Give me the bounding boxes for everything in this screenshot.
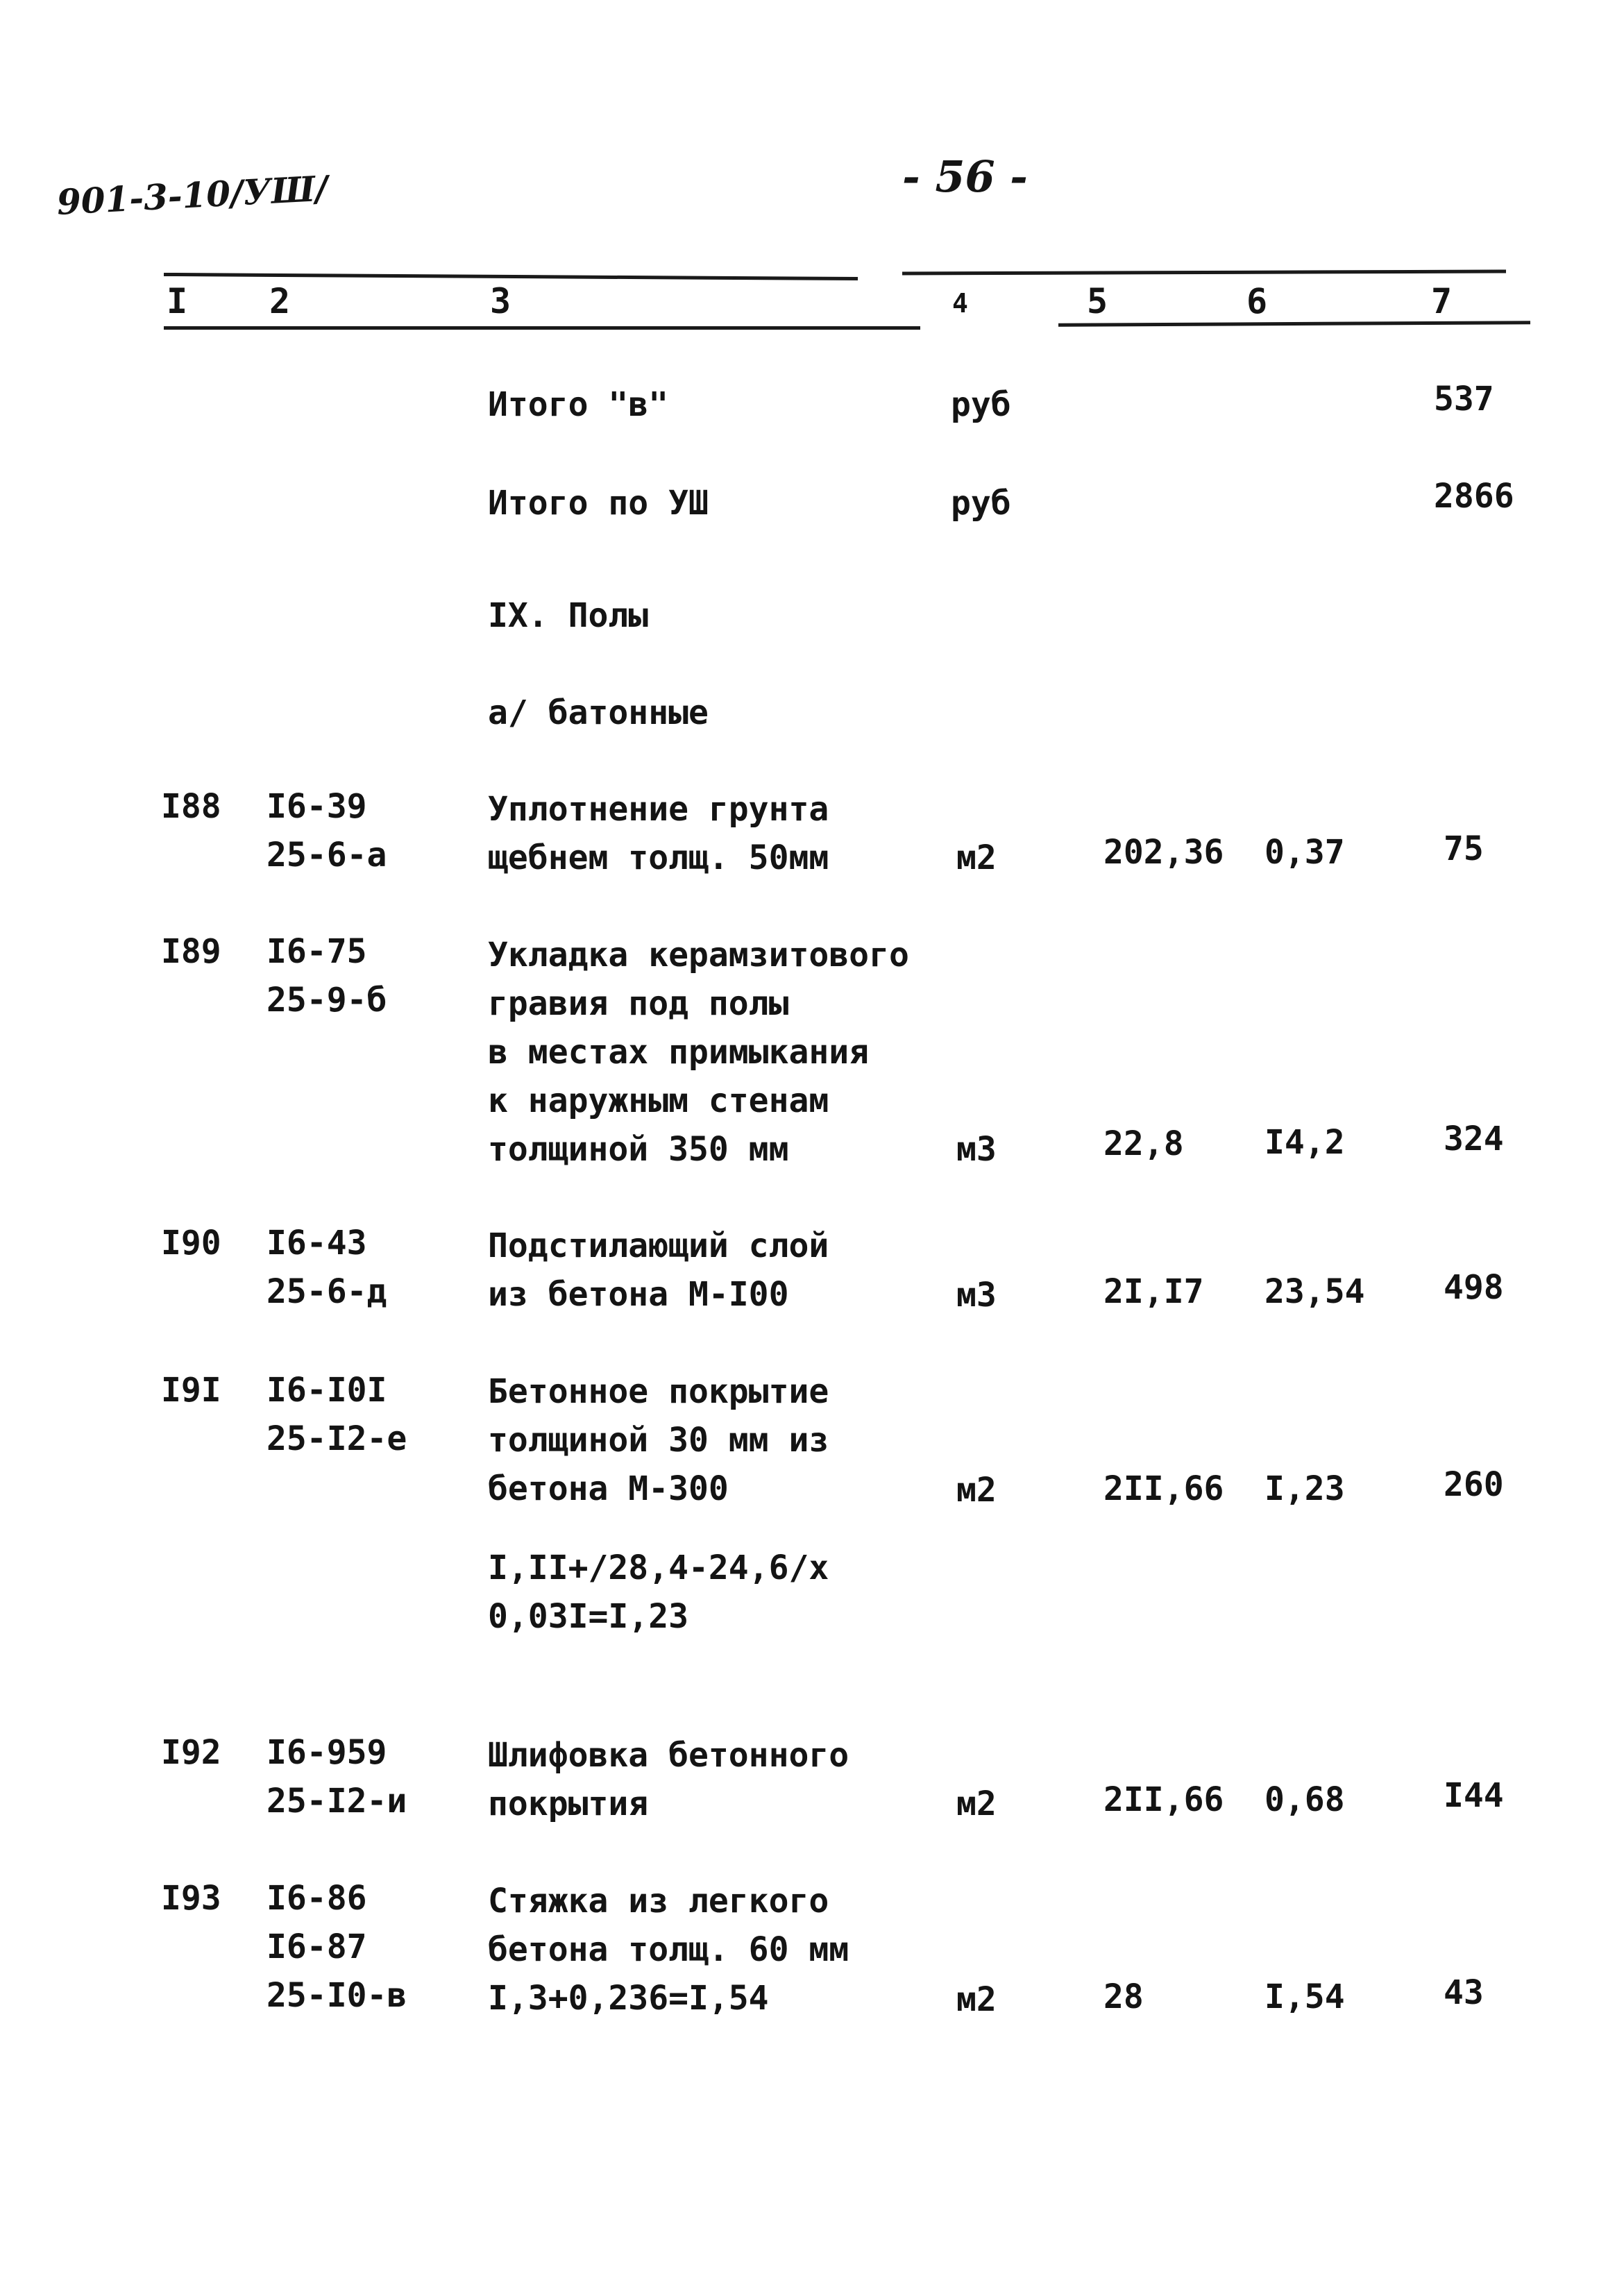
row-code: 25-6-а [267,836,387,875]
row-code: I6-959 [267,1733,387,1772]
row-code: 25-9-б [267,981,387,1020]
row-unit-price: 0,68 [1264,1780,1345,1819]
summary-total-section: 2866 [1434,477,1514,516]
description-line: Укладка керамзитового [488,936,909,974]
row-codes [267,1366,407,1463]
description-line: в местах примыкания [488,1033,870,1072]
row-total: I44 [1444,1776,1504,1815]
summary-label-v: Итого "в" [488,385,669,424]
row-number: I93 [161,1879,221,1918]
description-line: щебнем толщ. 50мм [488,838,829,877]
row-unit-price: I,23 [1264,1469,1345,1508]
row-description [488,1877,849,2023]
row-codes [267,927,387,1024]
description-line: к наружным стенам [488,1081,829,1120]
row-unit: м2 [956,1471,997,1510]
description-line: Бетонное покрытие [488,1372,829,1411]
description-line: толщиной 30 мм из [488,1421,829,1460]
calculation-line: 0,03I=I,23 [488,1597,688,1636]
table-header-rule-right [1058,321,1530,327]
column-header-7: 7 [1431,281,1453,321]
row-code: I6-43 [267,1224,367,1263]
section-title: IX. Полы [488,596,649,635]
document-code: 901-3-10/УШ/ [56,167,329,223]
row-total: 75 [1444,829,1484,868]
row-code: 25-I2-и [267,1782,407,1821]
row-code: 25-I2-е [267,1419,407,1458]
row-description [488,1222,829,1319]
summary-unit-v: руб [951,385,1011,424]
description-line: I,3+0,236=I,54 [488,1979,769,2018]
row-unit: м2 [956,1980,997,2019]
table-header-rule-left [164,326,920,330]
row-unit-price: I,54 [1264,1977,1345,2016]
row-unit: м3 [956,1276,997,1315]
description-line: из бетона М-I00 [488,1275,789,1314]
column-header-5: 5 [1087,281,1108,321]
calculation-line: I,II+/28,4-24,6/x [488,1548,829,1587]
row-unit: м2 [956,1784,997,1823]
row-quantity: 28 [1103,1977,1144,2016]
page-number: - 56 - [902,151,1028,202]
row-codes [267,782,387,879]
table-top-rule-left [164,273,858,280]
row-codes [267,1874,407,2020]
row-total: 43 [1444,1973,1484,2012]
column-header-4: 4 [952,288,968,319]
column-header-2: 2 [269,281,291,321]
row-code: I6-I0I [267,1371,387,1410]
row-quantity: 2I,I7 [1103,1272,1204,1311]
description-line: Подстилающий слой [488,1226,829,1265]
description-line: Стяжка из легкого [488,1882,829,1921]
row-code: I6-86 [267,1879,367,1918]
row-total: 498 [1444,1268,1504,1307]
row-unit: м3 [956,1130,997,1169]
row-unit-price: 0,37 [1264,833,1345,872]
row-number: I92 [161,1733,221,1772]
table-top-rule-right [902,269,1506,275]
row-description [488,1731,849,1828]
row-codes [267,1219,387,1316]
row-unit: м2 [956,838,997,877]
summary-unit-section: руб [951,484,1011,523]
description-line: бетона М-300 [488,1469,729,1508]
row-codes [267,1728,407,1825]
description-line: покрытия [488,1784,649,1823]
description-line: Шлифовка бетонного [488,1736,849,1775]
row-number: I88 [161,787,221,826]
row-total: 324 [1444,1120,1504,1158]
row-number: I9I [161,1371,221,1410]
row-quantity: 2II,66 [1103,1469,1224,1508]
column-header-1: I [167,281,188,321]
row-code: I6-75 [267,932,367,971]
row-code: 25-I0-в [267,1976,407,2015]
row-number: I90 [161,1224,221,1263]
subsection-title: а/ батонные [488,693,709,732]
row-unit-price: I4,2 [1264,1123,1345,1162]
row-quantity: 202,36 [1103,833,1224,872]
description-line: Уплотнение грунта [488,790,829,829]
description-line: толщиной 350 мм [488,1130,789,1169]
row-code: I6-87 [267,1927,367,1966]
row-total: 260 [1444,1465,1504,1504]
column-header-3: 3 [490,281,511,321]
row-description [488,785,829,882]
row-code: 25-6-д [267,1272,387,1311]
row-description [488,931,909,1174]
summary-total-v: 537 [1434,380,1494,419]
row-code: I6-39 [267,787,367,826]
column-header-6: 6 [1246,281,1268,321]
row-calculation [488,1544,829,1641]
row-quantity: 2II,66 [1103,1780,1224,1819]
row-unit-price: 23,54 [1264,1272,1365,1311]
summary-label-section: Итого по УШ [488,484,709,523]
description-line: бетона толщ. 60 мм [488,1930,849,1969]
row-quantity: 22,8 [1103,1124,1184,1163]
row-number: I89 [161,932,221,971]
description-line: гравия под полы [488,984,789,1023]
row-description [488,1367,829,1513]
